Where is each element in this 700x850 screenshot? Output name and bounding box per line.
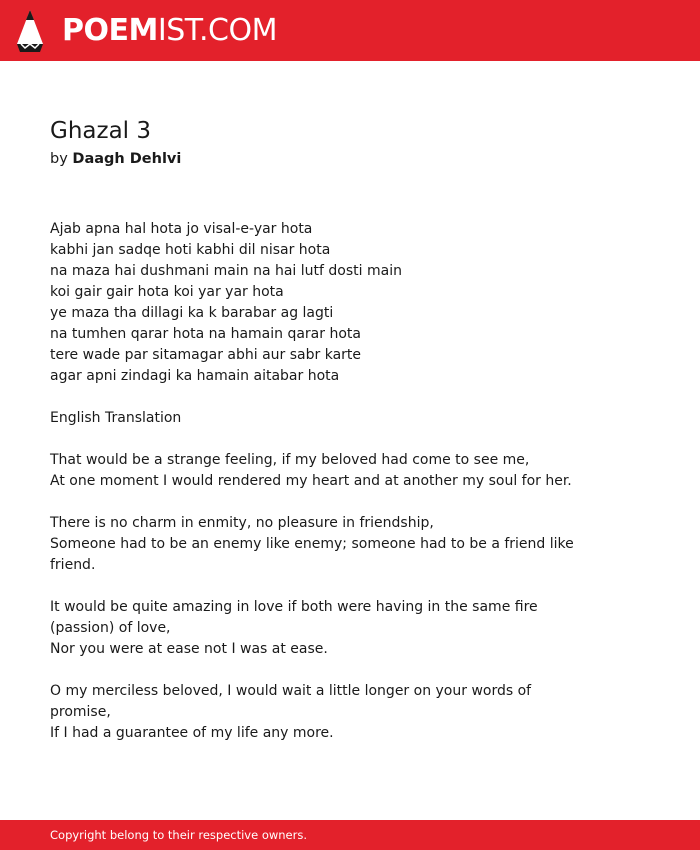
poem-line: At one moment I would rendered my heart and at another my soul for her. bbox=[50, 473, 572, 489]
poem-line: promise, bbox=[50, 704, 111, 720]
poem-line: friend. bbox=[50, 557, 96, 573]
poem-line: O my merciless beloved, I would wait a little longer on your words of bbox=[50, 683, 532, 699]
blank-line bbox=[50, 660, 610, 681]
blank-line bbox=[50, 576, 610, 597]
blank-line bbox=[50, 492, 610, 513]
site-header bbox=[0, 0, 700, 61]
pencil-logo-icon[interactable] bbox=[17, 10, 43, 52]
poem-line: ye maza tha dillagi ka k barabar ag lagti bbox=[50, 305, 334, 321]
poem-line: Nor you were at ease not I was at ease. bbox=[50, 641, 328, 657]
blank-line bbox=[50, 429, 610, 450]
poem-line: kabhi jan sadqe hoti kabhi dil nisar hota bbox=[50, 242, 331, 258]
poem-line: tere wade par sitamagar abhi aur sabr karte bbox=[50, 347, 362, 363]
poem-line: There is no charm in enmity, no pleasure in friendship, bbox=[50, 515, 434, 531]
poem-line: Ajab apna hal hota jo visal-e-yar hota bbox=[50, 221, 313, 237]
poem-line: It would be quite amazing in love if both were having in the same fire bbox=[50, 599, 538, 615]
byline bbox=[50, 149, 181, 169]
poem-line: English Translation bbox=[50, 410, 182, 426]
poem-line: na tumhen qarar hota na hamain qarar hota bbox=[50, 326, 361, 342]
site-footer bbox=[0, 820, 700, 850]
byline-prefix: by bbox=[50, 151, 68, 167]
site-logo[interactable] bbox=[62, 13, 277, 49]
poem-line: koi gair gair hota koi yar yar hota bbox=[50, 284, 284, 300]
copyright-text: Copyright belong to their respective owners. bbox=[50, 828, 308, 842]
poem-line: That would be a strange feeling, if my beloved had come to see me, bbox=[50, 452, 530, 468]
poem-title: Ghazal 3 bbox=[50, 118, 151, 144]
poem-body bbox=[50, 219, 610, 744]
poem-line: Someone had to be an enemy like enemy; someone had to be a friend like bbox=[50, 536, 574, 552]
poem-line: (passion) of love, bbox=[50, 620, 171, 636]
logo-text-bold: POEM bbox=[62, 13, 158, 48]
poem-line: na maza hai dushmani main na hai lutf dosti main bbox=[50, 263, 402, 279]
poem-line: If I had a guarantee of my life any more. bbox=[50, 725, 334, 741]
logo-text-light: IST.COM bbox=[157, 13, 277, 48]
author-name[interactable]: Daagh Dehlvi bbox=[72, 151, 182, 167]
poem-line: agar apni zindagi ka hamain aitabar hota bbox=[50, 368, 340, 384]
blank-line bbox=[50, 387, 610, 408]
